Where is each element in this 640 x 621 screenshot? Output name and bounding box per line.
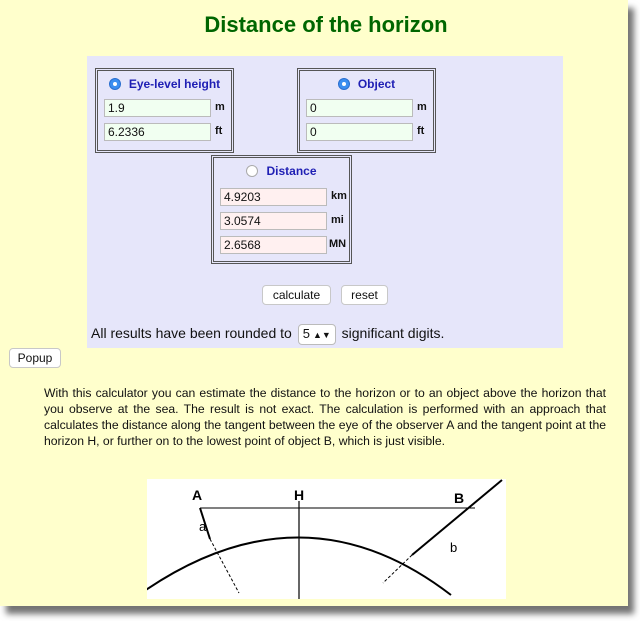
radius-line-b [383,555,412,583]
rounding-note [91,324,444,345]
eye-level-group [95,68,234,153]
distance-label: Distance [266,164,317,178]
distance-mi-unit: mi [331,214,344,226]
object-height-feet-input[interactable]: 0 [306,123,413,141]
significant-digits-value: 5 [302,326,310,341]
calculator-panel [87,56,563,348]
label-b-upper: B [454,490,465,506]
popup-button[interactable]: Popup [9,348,61,368]
distance-km-unit: km [331,190,347,202]
eye-height-feet-input[interactable]: 6.2336 [104,123,211,141]
distance-mi-input[interactable]: 3.0574 [220,212,327,230]
object-radio[interactable] [338,78,350,90]
label-a-upper: A [192,487,203,503]
object-height-meters-unit: m [417,101,427,113]
distance-nm-unit: MN [329,238,347,250]
description-text: With this calculator you can estimate the distance to the horizon or to an object above the horizon that you observe at the sea. The result is not exact. The calculation is performed with an approach that calculates the distance along the tangent between the eye of the observer A and the tangent point at the horizon H, or further on to the lowest point of object B, which is just visible. [44,386,606,448]
label-h: H [294,487,305,503]
page-title: Distance of the horizon [204,12,448,37]
object-label: Object [357,77,396,91]
reset-button[interactable]: reset [341,285,388,305]
object-group [297,68,436,153]
distance-radio[interactable] [246,165,258,177]
eye-level-label: Eye-level height [128,77,221,91]
calculate-button[interactable]: calculate [262,285,331,305]
object-header[interactable] [300,77,433,91]
select-arrows-icon: ▲▼ [312,330,331,340]
horizon-diagram-svg [147,479,506,599]
object-height-feet-unit: ft [417,125,425,137]
distance-nm-input[interactable]: 2.6568 [220,236,327,254]
eye-height-feet-unit: ft [215,125,223,137]
significant-digits-select[interactable] [298,324,336,345]
label-b-lower: b [450,540,458,555]
object-height-meters-input[interactable]: 0 [306,99,413,117]
label-a-lower: a [199,519,207,534]
eye-level-header[interactable] [98,77,231,91]
distance-group [211,155,352,264]
eye-level-radio[interactable] [109,78,121,90]
distance-km-input[interactable]: 4.9203 [220,188,327,206]
distance-header[interactable] [214,164,349,178]
horizon-diagram [147,479,506,599]
rounding-suffix: significant digits. [341,325,445,341]
rounding-prefix: All results have been rounded to [91,325,292,341]
eye-height-meters-input[interactable]: 1.9 [104,99,211,117]
eye-height-meters-unit: m [215,101,225,113]
